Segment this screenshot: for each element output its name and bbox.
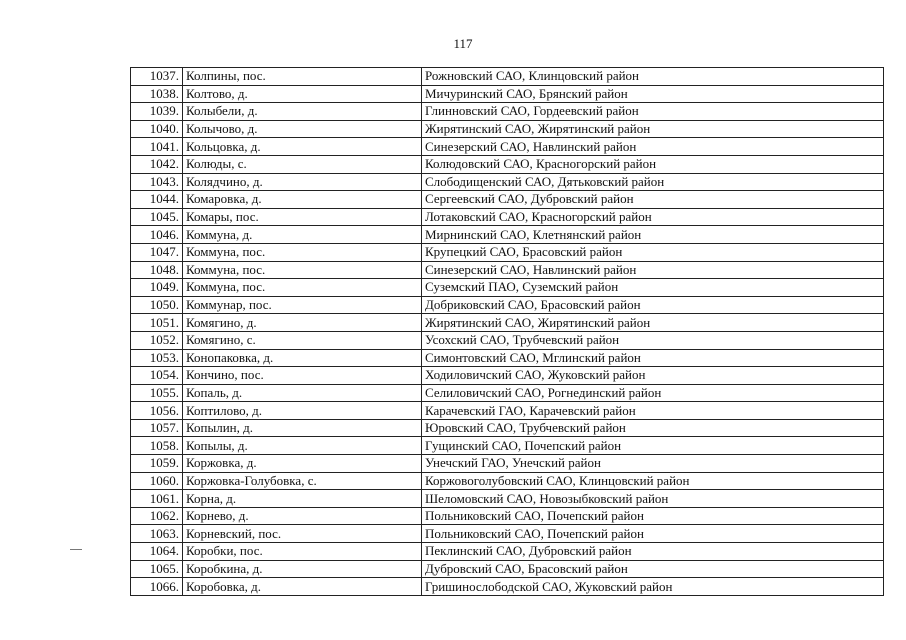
margin-mark — [70, 549, 82, 550]
table-row — [131, 68, 884, 86]
row-number-cell: 1040. — [131, 120, 183, 138]
row-number-cell: 1064. — [131, 543, 183, 561]
administration-cell: Жирятинский САО, Жирятинский район — [422, 120, 884, 138]
table-row — [131, 525, 884, 543]
table-row — [131, 384, 884, 402]
administration-cell: Колюдовский САО, Красногорский район — [422, 155, 884, 173]
row-number-cell: 1055. — [131, 384, 183, 402]
settlements-table — [130, 67, 884, 596]
administration-cell: Ходиловичский САО, Жуковский район — [422, 367, 884, 385]
row-number-cell: 1065. — [131, 560, 183, 578]
row-number-cell: 1048. — [131, 261, 183, 279]
settlement-name-cell: Коммуна, пос. — [183, 261, 422, 279]
row-number-cell: 1053. — [131, 349, 183, 367]
administration-cell: Усохский САО, Трубчевский район — [422, 331, 884, 349]
administration-cell: Польниковский САО, Почепский район — [422, 525, 884, 543]
settlement-name-cell: Корна, д. — [183, 490, 422, 508]
row-number-cell: 1038. — [131, 85, 183, 103]
settlement-name-cell: Коммунар, пос. — [183, 296, 422, 314]
table-row — [131, 243, 884, 261]
administration-cell: Карачевский ГАО, Карачевский район — [422, 402, 884, 420]
row-number-cell: 1050. — [131, 296, 183, 314]
administration-cell: Дубровский САО, Брасовский район — [422, 560, 884, 578]
administration-cell: Сергеевский САО, Дубровский район — [422, 191, 884, 209]
administration-cell: Жирятинский САО, Жирятинский район — [422, 314, 884, 332]
row-number-cell: 1052. — [131, 331, 183, 349]
row-number-cell: 1062. — [131, 507, 183, 525]
row-number-cell: 1054. — [131, 367, 183, 385]
settlement-name-cell: Коробкина, д. — [183, 560, 422, 578]
administration-cell: Коржовоголубовский САО, Клинцовский район — [422, 472, 884, 490]
table-row — [131, 472, 884, 490]
settlement-name-cell: Копаль, д. — [183, 384, 422, 402]
settlement-name-cell: Коммуна, пос. — [183, 279, 422, 297]
row-number-cell: 1059. — [131, 455, 183, 473]
table-row — [131, 155, 884, 173]
administration-cell: Юровский САО, Трубчевский район — [422, 419, 884, 437]
table-row — [131, 85, 884, 103]
row-number-cell: 1045. — [131, 208, 183, 226]
settlement-name-cell: Корнево, д. — [183, 507, 422, 525]
row-number-cell: 1061. — [131, 490, 183, 508]
table-row — [131, 261, 884, 279]
row-number-cell: 1042. — [131, 155, 183, 173]
table-row — [131, 419, 884, 437]
table-row — [131, 296, 884, 314]
settlement-name-cell: Коробовка, д. — [183, 578, 422, 596]
table-row — [131, 367, 884, 385]
administration-cell: Мирнинский САО, Клетнянский район — [422, 226, 884, 244]
row-number-cell: 1039. — [131, 103, 183, 121]
settlement-name-cell: Колтово, д. — [183, 85, 422, 103]
administration-cell: Лотаковский САО, Красногорский район — [422, 208, 884, 226]
settlement-name-cell: Колядчино, д. — [183, 173, 422, 191]
table-row — [131, 208, 884, 226]
administration-cell: Симонтовский САО, Мглинский район — [422, 349, 884, 367]
settlement-name-cell: Корневский, пос. — [183, 525, 422, 543]
administration-cell: Мичуринский САО, Брянский район — [422, 85, 884, 103]
row-number-cell: 1037. — [131, 68, 183, 86]
administration-cell: Синезерский САО, Навлинский район — [422, 261, 884, 279]
administration-cell: Польниковский САО, Почепский район — [422, 507, 884, 525]
row-number-cell: 1049. — [131, 279, 183, 297]
settlements-table-body — [131, 68, 884, 596]
administration-cell: Гущинский САО, Почепский район — [422, 437, 884, 455]
administration-cell: Шеломовский САО, Новозыбковский район — [422, 490, 884, 508]
table-row — [131, 402, 884, 420]
table-row — [131, 120, 884, 138]
settlement-name-cell: Кончино, пос. — [183, 367, 422, 385]
administration-cell: Суземский ПАО, Суземский район — [422, 279, 884, 297]
settlement-name-cell: Коммуна, пос. — [183, 243, 422, 261]
settlement-name-cell: Копылы, д. — [183, 437, 422, 455]
administration-cell: Гришинослободской САО, Жуковский район — [422, 578, 884, 596]
settlement-name-cell: Коробки, пос. — [183, 543, 422, 561]
administration-cell: Унечский ГАО, Унечский район — [422, 455, 884, 473]
row-number-cell: 1058. — [131, 437, 183, 455]
settlement-name-cell: Комары, пос. — [183, 208, 422, 226]
settlement-name-cell: Комягино, д. — [183, 314, 422, 332]
table-row — [131, 437, 884, 455]
row-number-cell: 1057. — [131, 419, 183, 437]
row-number-cell: 1041. — [131, 138, 183, 156]
table-row — [131, 543, 884, 561]
table-row — [131, 560, 884, 578]
row-number-cell: 1066. — [131, 578, 183, 596]
row-number-cell: 1056. — [131, 402, 183, 420]
table-row — [131, 279, 884, 297]
table-row — [131, 138, 884, 156]
settlement-name-cell: Комягино, с. — [183, 331, 422, 349]
table-row — [131, 173, 884, 191]
row-number-cell: 1047. — [131, 243, 183, 261]
administration-cell: Крупецкий САО, Брасовский район — [422, 243, 884, 261]
page-number: 117 — [453, 36, 473, 51]
settlement-name-cell: Коржовка-Голубовка, с. — [183, 472, 422, 490]
row-number-cell: 1060. — [131, 472, 183, 490]
administration-cell: Пеклинский САО, Дубровский район — [422, 543, 884, 561]
table-row — [131, 314, 884, 332]
administration-cell: Слободищенский САО, Дятьковский район — [422, 173, 884, 191]
row-number-cell: 1046. — [131, 226, 183, 244]
table-row — [131, 578, 884, 596]
row-number-cell: 1044. — [131, 191, 183, 209]
administration-cell: Синезерский САО, Навлинский район — [422, 138, 884, 156]
settlement-name-cell: Колпины, пос. — [183, 68, 422, 86]
table-row — [131, 490, 884, 508]
table-row — [131, 191, 884, 209]
row-number-cell: 1063. — [131, 525, 183, 543]
table-row — [131, 507, 884, 525]
settlement-name-cell: Коптилово, д. — [183, 402, 422, 420]
settlement-name-cell: Колычово, д. — [183, 120, 422, 138]
table-row — [131, 349, 884, 367]
administration-cell: Добриковский САО, Брасовский район — [422, 296, 884, 314]
table-row — [131, 226, 884, 244]
table-row — [131, 455, 884, 473]
settlement-name-cell: Коммуна, д. — [183, 226, 422, 244]
administration-cell: Рожновский САО, Клинцовский район — [422, 68, 884, 86]
row-number-cell: 1051. — [131, 314, 183, 332]
settlement-name-cell: Кольцовка, д. — [183, 138, 422, 156]
table-row — [131, 103, 884, 121]
settlement-name-cell: Копылин, д. — [183, 419, 422, 437]
settlement-name-cell: Колыбели, д. — [183, 103, 422, 121]
settlement-name-cell: Колюды, с. — [183, 155, 422, 173]
settlement-name-cell: Комаровка, д. — [183, 191, 422, 209]
table-row — [131, 331, 884, 349]
settlement-name-cell: Конопаковка, д. — [183, 349, 422, 367]
row-number-cell: 1043. — [131, 173, 183, 191]
administration-cell: Селиловичский САО, Рогнединский район — [422, 384, 884, 402]
administration-cell: Глинновский САО, Гордеевский район — [422, 103, 884, 121]
settlement-name-cell: Коржовка, д. — [183, 455, 422, 473]
